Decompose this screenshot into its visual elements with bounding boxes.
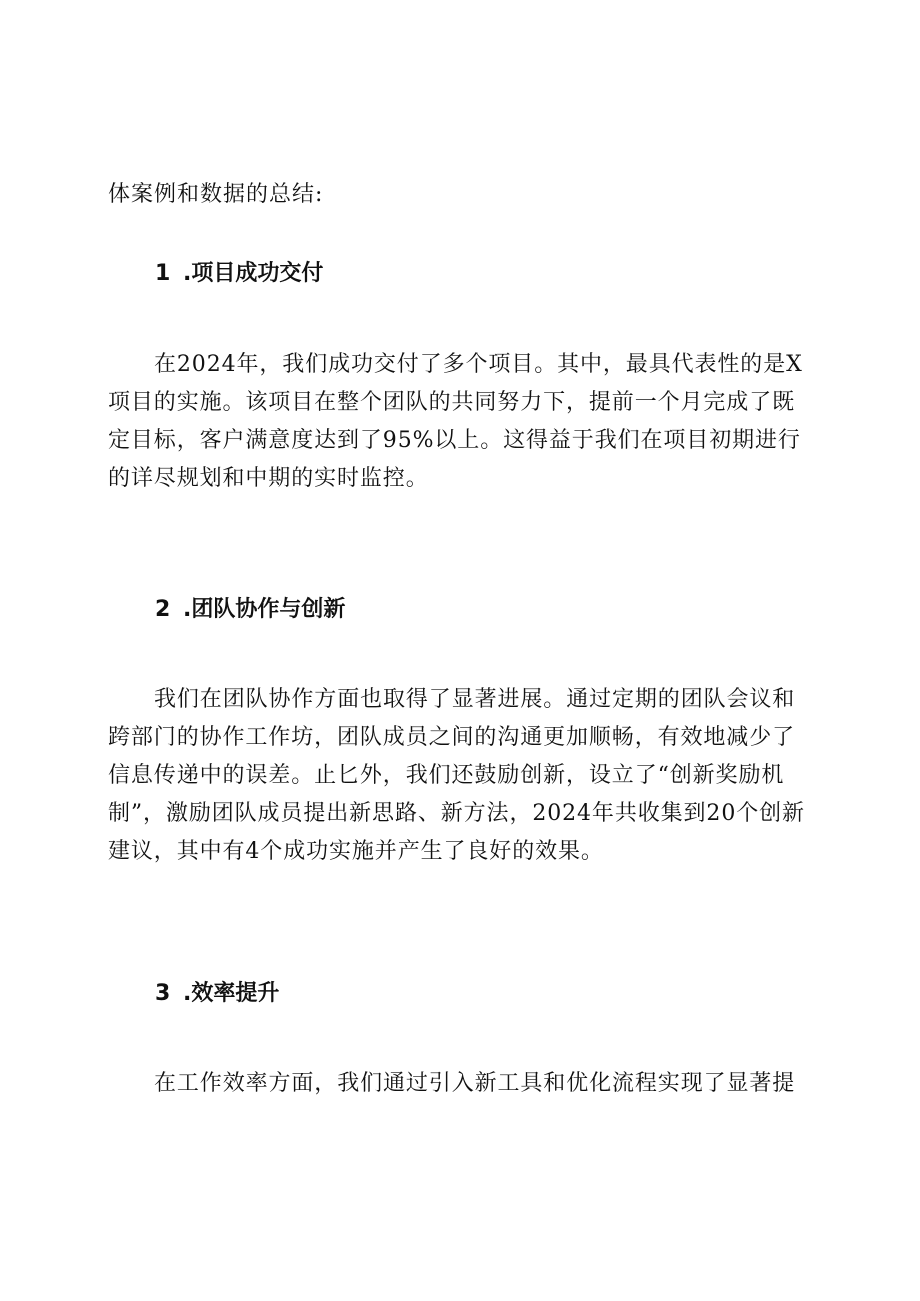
section-number: 1 <box>155 261 171 286</box>
section-number: 3 <box>155 981 171 1006</box>
section-title: .项目成功交付 <box>183 261 324 286</box>
paragraph-line: 定目标，客户满意度达到了95%以上。这得益于我们在项目初期进行 <box>108 428 801 453</box>
section-title: .效率提升 <box>183 981 280 1006</box>
section-paragraph-3 <box>108 1065 808 1103</box>
paragraph-line: 我们在团队协作方面也取得了显著进展。通过定期的团队会议和 <box>154 687 796 712</box>
section-title: .团队协作与创新 <box>183 597 346 622</box>
section-number: 2 <box>155 597 171 622</box>
section-heading-2 <box>155 594 345 626</box>
intro-text: 体案例和数据的总结: <box>108 182 324 207</box>
paragraph-line: 制”，激励团队成员提出新思路、新方法，2024年共收集到20个创新 <box>108 801 805 826</box>
section-heading-3 <box>155 978 279 1010</box>
paragraph-line: 在工作效率方面，我们通过引入新工具和优化流程实现了显著提 <box>154 1071 796 1096</box>
paragraph-line: 项目的实施。该项目在整个团队的共同努力下，提前一个月完成了既 <box>108 390 796 415</box>
paragraph-line: 建议，其中有4个成功实施并产生了良好的效果。 <box>108 839 604 864</box>
paragraph-line: 在2024年，我们成功交付了多个项目。其中，最具代表性的是X <box>154 352 803 377</box>
paragraph-line: 信息传递中的误差。止匕外，我们还鼓励创新，设立了“创新奖励机 <box>108 763 785 788</box>
section-paragraph-1 <box>108 346 808 498</box>
paragraph-line: 跨部门的协作工作坊，团队成员之间的沟通更加顺畅，有效地减少了 <box>108 725 796 750</box>
paragraph-line: 的详尽规划和中期的实时监控。 <box>108 466 429 491</box>
section-paragraph-2 <box>108 681 808 871</box>
section-heading-1 <box>155 258 323 290</box>
